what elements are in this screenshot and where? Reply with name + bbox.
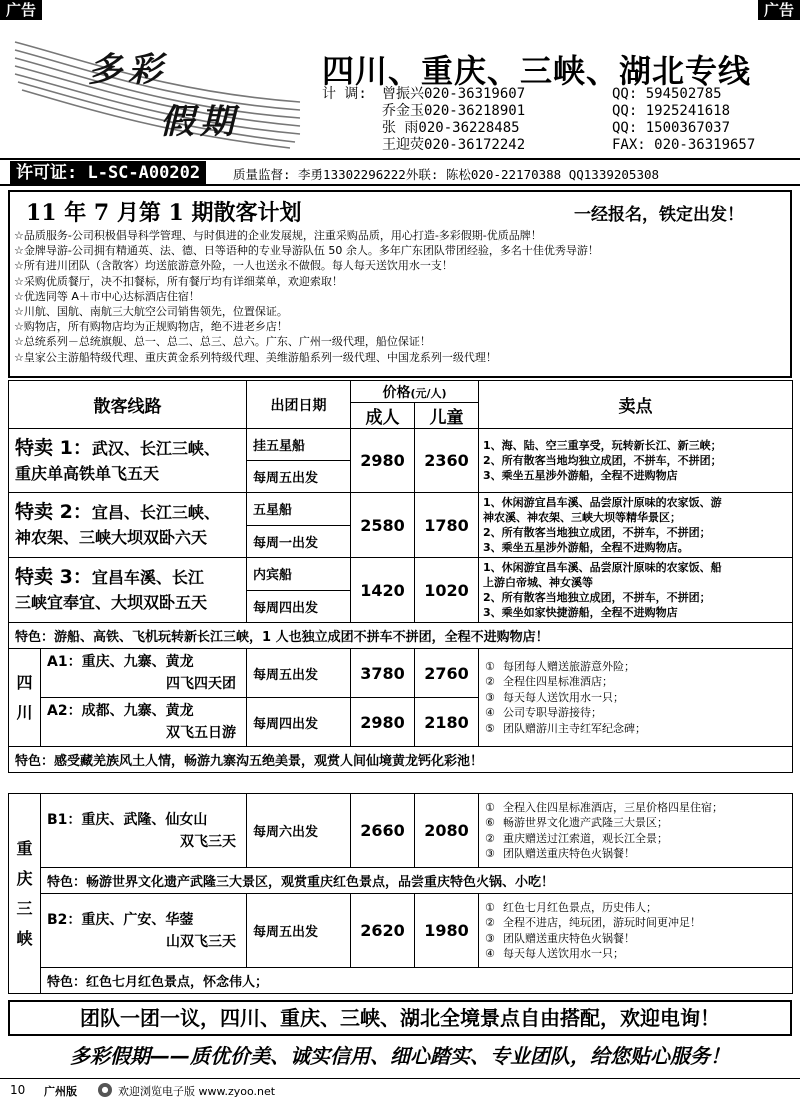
- highlight-line: 1、休闲游宜昌车溪、品尝原汁原味的农家饭、船: [483, 561, 722, 574]
- plan-item: ☆购物店，所有购物店均为正规购物店，绝不进老乡店！: [14, 320, 288, 334]
- highlights-cell: [479, 558, 793, 623]
- b2-feature-note: 特色：红色七月红色景点，怀念伟人；: [41, 968, 793, 994]
- brand-slogan: 多彩假期——质优价美、诚实信用、细心踏实、专业团队，给您贴心服务！: [70, 1044, 730, 1068]
- highlight-line: [485, 705, 786, 721]
- contact-label: [322, 137, 382, 154]
- highlights-cell: [479, 894, 793, 968]
- route-table: [8, 380, 793, 773]
- bullet-text: 团队赠送重庆特色火锅餐！: [503, 931, 635, 945]
- route-line: 武汉、长江三峡、: [91, 438, 220, 458]
- header-price-label: 价格: [382, 384, 411, 401]
- plan-item: ☆皇家公主游船特级代理、重庆黄金系列特级代理、美维游船系列一级代理、中国龙系列一级代理！: [14, 350, 497, 364]
- region-char: 峡: [16, 928, 33, 948]
- contact-list: [322, 86, 792, 154]
- route-line: B2：重庆、广安、华蓥: [47, 911, 194, 928]
- route-line: 四飞四天团: [166, 676, 236, 692]
- plan-feature-list: [14, 228, 786, 365]
- bullet-text: 全程不进店，纯玩团，游玩时间更冲足！: [503, 916, 701, 929]
- header-date: 出团日期: [247, 381, 351, 429]
- bullet-text: 每天每人送饮用水一只；: [503, 690, 625, 704]
- brand-logo: [10, 22, 310, 154]
- departure-schedule: 每周四出发: [247, 698, 351, 747]
- highlights-cell: [479, 794, 793, 868]
- route-line: 重庆单高铁单飞五天: [15, 463, 160, 483]
- plan-slogan: 一经报名，铁定出发！: [574, 205, 744, 225]
- bullet-number: ⑥: [485, 816, 495, 829]
- region-char: 四: [16, 672, 33, 692]
- contact-phone: 张 雨020-36228485: [382, 120, 520, 136]
- bullet-text: 每团每人赠送旅游意外险；: [503, 659, 636, 673]
- route-a1: [41, 649, 247, 698]
- bullet-number: ④: [485, 947, 495, 960]
- adult-price: 3780: [351, 649, 415, 698]
- license-number: 许可证: L-SC-A00202: [10, 161, 206, 185]
- route-line: 宜昌、长江三峡、: [91, 503, 220, 522]
- bullet-number: ②: [485, 831, 495, 845]
- highlight-line: [485, 900, 786, 916]
- highlight-line: 2、所有散客当地独立成团，不拼车，不拼团；: [483, 526, 711, 539]
- route-line: 双飞五日游: [166, 725, 236, 741]
- highlight-line: [485, 690, 786, 706]
- sichuan-feature-note: 特色：感受藏羌族风土人情，畅游九寨沟五绝美景，观赏人间仙境黄龙钙化彩池！: [9, 747, 793, 773]
- route-line: 三峡宜奉宜、大坝双卧五天: [15, 593, 208, 612]
- departure-schedule: 每周一出发: [247, 525, 351, 558]
- plan-title: 11 年 7 月第 1 期散客计划: [26, 200, 302, 226]
- bullet-text: 每天每人送饮用水一只；: [503, 947, 624, 960]
- contact-extra: FAX: 020-36319657: [612, 137, 756, 153]
- route-line: A1：重庆、九寨、黄龙: [47, 654, 194, 670]
- contact-phone: 曾振兴020-36319607: [382, 86, 526, 102]
- plan-box: [8, 190, 792, 378]
- contact-phone: 乔金玉020-36218901: [382, 103, 526, 119]
- adult-price: 2980: [351, 698, 415, 747]
- bullet-number: ③: [485, 847, 495, 860]
- page-footer: [0, 1078, 800, 1100]
- ship-type: 挂五星船: [247, 429, 351, 461]
- header-price-unit: (元/人): [410, 386, 447, 400]
- highlights-cell: [479, 493, 793, 558]
- page-headline: 四川、重庆、三峡、湖北专线: [322, 52, 752, 90]
- contact-extra: QQ: 1500367037: [612, 120, 731, 136]
- special-route-3: [9, 558, 247, 623]
- region-chongqing-sanxia: [9, 794, 41, 994]
- region-char: 三: [16, 898, 33, 918]
- highlight-line: 3、乘坐如家快捷游船，全程不进购物店: [483, 606, 678, 619]
- header-child: 儿童: [415, 403, 479, 429]
- child-price: 1980: [415, 894, 479, 968]
- bullet-number: ②: [485, 916, 495, 929]
- highlight-line: 神农溪、神农架、三峡大坝等精华景区；: [483, 511, 682, 524]
- plan-item: ☆采购优质餐厅，决不扣餐标，所有餐厅均有详细菜单，欢迎索取！: [14, 274, 343, 288]
- adult-price: 2980: [351, 429, 415, 493]
- region-sichuan: [9, 649, 41, 747]
- contact-row: [322, 137, 792, 154]
- contact-row: [322, 103, 792, 120]
- bullet-text: 红色七月红色景点，历史伟人；: [503, 900, 657, 914]
- header-highlights: 卖点: [479, 381, 793, 429]
- bullet-number: ①: [485, 900, 495, 914]
- b1-feature-note: 特色：畅游世界文化遗产武隆三大景区，观赏重庆红色景点，品尝重庆特色火锅、小吃！: [41, 868, 793, 894]
- region-char: 庆: [16, 868, 33, 888]
- route-line: 双飞三天: [180, 833, 236, 850]
- child-price: 2180: [415, 698, 479, 747]
- highlight-line: [485, 721, 786, 737]
- contact-extra: QQ: 594502785: [612, 86, 722, 102]
- ship-type: 五星船: [247, 493, 351, 526]
- adult-price: 1420: [351, 558, 415, 623]
- departure-schedule: 每周五出发: [247, 894, 351, 968]
- route-line: A2：成都、九寨、黄龙: [47, 703, 194, 719]
- bullet-text: 全程入住四星标准酒店，三星价格四星住宿；: [503, 800, 723, 814]
- child-price: 1780: [415, 493, 479, 558]
- highlights-cell: [479, 649, 793, 747]
- contact-label: [322, 120, 382, 137]
- highlight-line: 1、海、陆、空三重享受，玩转新长江、新三峡；: [483, 439, 722, 452]
- highlight-line: 3、乘坐五星涉外游船，全程不进购物店。: [483, 541, 689, 554]
- custom-group-banner: 团队一团一议，四川、重庆、三峡、湖北全境景点自由搭配，欢迎电询！: [8, 1000, 792, 1036]
- route-b1: [41, 794, 247, 868]
- route-a2: [41, 698, 247, 747]
- child-price: 2760: [415, 649, 479, 698]
- plan-item: ☆品质服务-公司积极倡导科学管理、与时俱进的企业发展规，注重采购品质，用心打造-多彩假期-优质品牌！: [14, 229, 542, 242]
- route-line: 宜昌车溪、长江: [91, 568, 204, 587]
- highlight-line: 2、所有散客当地均独立成团，不拼车，不拼团；: [483, 454, 722, 467]
- header-route: 散客线路: [9, 381, 247, 429]
- child-price: 2360: [415, 429, 479, 493]
- bullet-number: ③: [485, 690, 495, 704]
- contact-label: 计 调:: [322, 86, 367, 102]
- page-number: 10: [10, 1083, 26, 1097]
- route-line: B1：重庆、武隆、仙女山: [47, 811, 208, 828]
- route-line: 山双飞三天: [166, 933, 236, 950]
- bullet-text: 畅游世界文化遗产武隆三大景区；: [503, 816, 668, 829]
- bullet-text: 全程住四星标准酒店；: [503, 675, 614, 689]
- departure-schedule: 每周五出发: [247, 649, 351, 698]
- route-tag: 特卖 1：: [15, 436, 92, 459]
- highlight-line: 上游白帝城、神女溪等: [483, 576, 594, 589]
- special-route-2: [9, 493, 247, 558]
- logo-text-line2: 假期: [160, 102, 240, 142]
- chongqing-table: [8, 793, 793, 994]
- bullet-text: 团队赠游川主寺红军纪念碑；: [503, 721, 647, 735]
- highlight-line: [485, 946, 786, 962]
- special-route-1: [9, 429, 247, 493]
- logo-text-line1: 多彩: [88, 50, 168, 90]
- bullet-text: 团队赠送重庆特色火锅餐！: [503, 847, 635, 860]
- header: [0, 20, 800, 158]
- quality-supervision: 质量监督: 李勇13302296222外联: 陈松020-22170388 QQ1339205308: [233, 167, 660, 182]
- edition-label: 广州版: [44, 1085, 77, 1098]
- route-b2: [41, 894, 247, 968]
- plan-item: ☆优选同等 A＋市中心达标酒店住宿！: [14, 289, 200, 303]
- contact-label: [322, 103, 382, 120]
- bullet-number: ①: [485, 659, 495, 673]
- highlight-line: [485, 846, 786, 862]
- highlights-cell: [479, 429, 793, 493]
- bullet-text: 重庆赠送过江索道，观长江全景；: [503, 831, 668, 845]
- highlight-line: [485, 915, 786, 931]
- region-char: 重: [16, 838, 33, 858]
- departure-schedule: 每周四出发: [247, 590, 351, 623]
- departure-schedule: 每周六出发: [247, 794, 351, 868]
- edition-icon: ●: [98, 1083, 112, 1097]
- highlight-line: 1、休闲游宜昌车溪、品尝原汁原味的农家饭、游: [483, 496, 722, 509]
- ship-type: 内宾船: [247, 558, 351, 591]
- bullet-number: ④: [485, 706, 495, 720]
- highlight-line: 3、乘坐五星涉外游船，全程不进购物店: [483, 469, 678, 482]
- adult-price: 2580: [351, 493, 415, 558]
- highlight-line: [485, 931, 786, 947]
- contact-extra: QQ: 1925241618: [612, 103, 731, 119]
- website-link[interactable]: 欢迎浏览电子版 www.zyoo.net: [118, 1085, 276, 1098]
- plan-item: ☆金牌导游-公司拥有精通英、法、德、日等语种的专业导游队伍 50 余人。多年广东团队带团经验，多名十佳优秀导游！: [14, 244, 599, 258]
- child-price: 1020: [415, 558, 479, 623]
- route-tag: 特卖 2：: [15, 501, 92, 523]
- highlight-line: [485, 831, 786, 847]
- plan-item: ☆所有进川团队（含散客）均送旅游意外险，一人也送永不做假。每人每天送饮用水一支！: [14, 259, 453, 273]
- route-tag: 特卖 3：: [15, 566, 92, 588]
- bullet-number: ②: [485, 675, 495, 689]
- region-char: 川: [16, 702, 33, 722]
- header-adult: 成人: [351, 403, 415, 429]
- license-bar: [0, 158, 800, 186]
- ad-tag-right: 广告: [758, 0, 800, 20]
- bullet-text: 公司专职导游接待；: [503, 706, 603, 720]
- highlight-line: 2、所有散客当地独立成团，不拼车，不拼团；: [483, 591, 711, 604]
- contact-row: [322, 86, 792, 103]
- highlight-line: [485, 800, 786, 816]
- route-line: 神农架、三峡大坝双卧六天: [15, 528, 208, 547]
- contact-phone: 王迎荧020-36172242: [382, 137, 526, 153]
- highlight-line: [485, 674, 786, 690]
- ad-tag-left: 广告: [0, 0, 42, 20]
- adult-price: 2660: [351, 794, 415, 868]
- highlight-line: [485, 815, 786, 831]
- child-price: 2080: [415, 794, 479, 868]
- highlight-line: [485, 659, 786, 675]
- specials-feature-note: 特色：游船、高铁、飞机玩转新长江三峡，1 人也独立成团不拼车不拼团，全程不进购物店！: [9, 623, 793, 649]
- plan-item: ☆总统系列－总统旗舰、总一、总二、总三、总六。广东、广州一级代理，船位保证！: [14, 335, 431, 349]
- adult-price: 2620: [351, 894, 415, 968]
- departure-schedule: 每周五出发: [247, 461, 351, 493]
- bullet-number: ③: [485, 931, 495, 945]
- bullet-number: ①: [485, 800, 495, 814]
- header-price: [351, 381, 479, 403]
- plan-item: ☆川航、国航、南航三大航空公司销售领先，位置保证。: [14, 305, 288, 319]
- bullet-number: ⑤: [485, 721, 495, 735]
- contact-row: [322, 120, 792, 137]
